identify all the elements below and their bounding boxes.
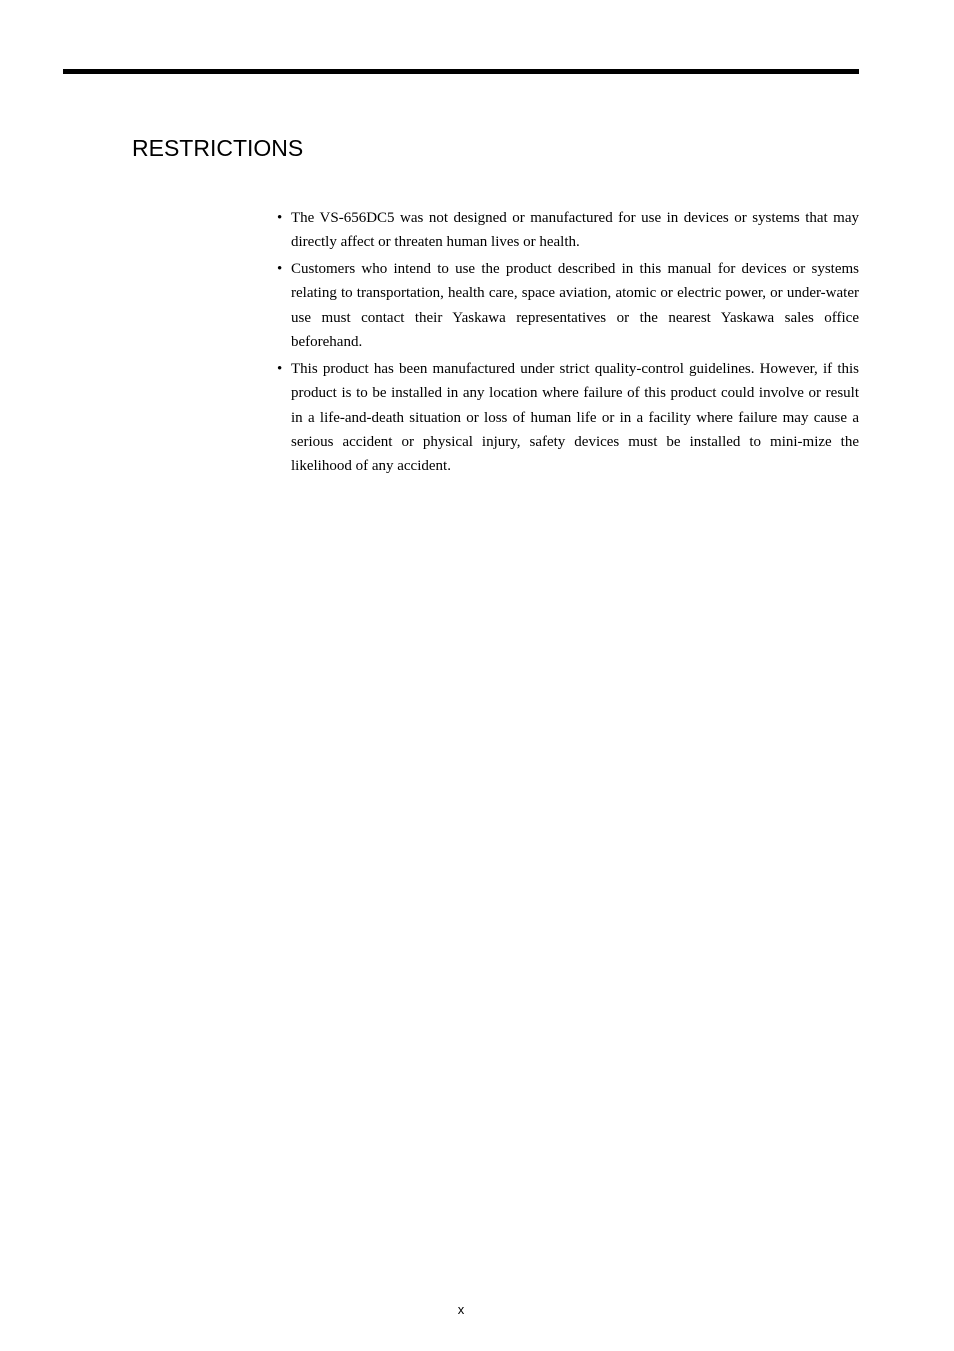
list-item: [277, 257, 859, 354]
section-heading: RESTRICTIONS: [132, 135, 304, 161]
list-item-text: This product has been manufactured under strict quality-control guidelines. However, if this product is to be installed in any location where failure of this product could involve or result in a life-and-death situation or loss of human life or in a facility where failure may cause a serious accident or physical injury, safety devices must be installed to mini-mize the likelihood of any accident.: [291, 360, 859, 475]
bullet-icon: •: [277, 261, 283, 278]
bullet-icon: •: [277, 210, 283, 226]
bullet-icon: •: [277, 360, 283, 377]
restrictions-list: [277, 206, 859, 481]
list-item-text: Customers who intend to use the product described in this manual for devices or systems relating to transportation, health care, space aviation, atomic or electric power, or under-water use must contact their Yaskawa representatives or the nearest Yaskawa sales office beforehand.: [291, 261, 859, 351]
header-rule: [63, 69, 859, 74]
page-number: x: [457, 1302, 465, 1317]
list-item-text: The VS-656DC5 was not designed or manufactured for use in devices or systems that may directly affect or threaten human lives or health.: [291, 210, 859, 251]
list-item: [277, 357, 859, 478]
list-item: [277, 206, 859, 255]
